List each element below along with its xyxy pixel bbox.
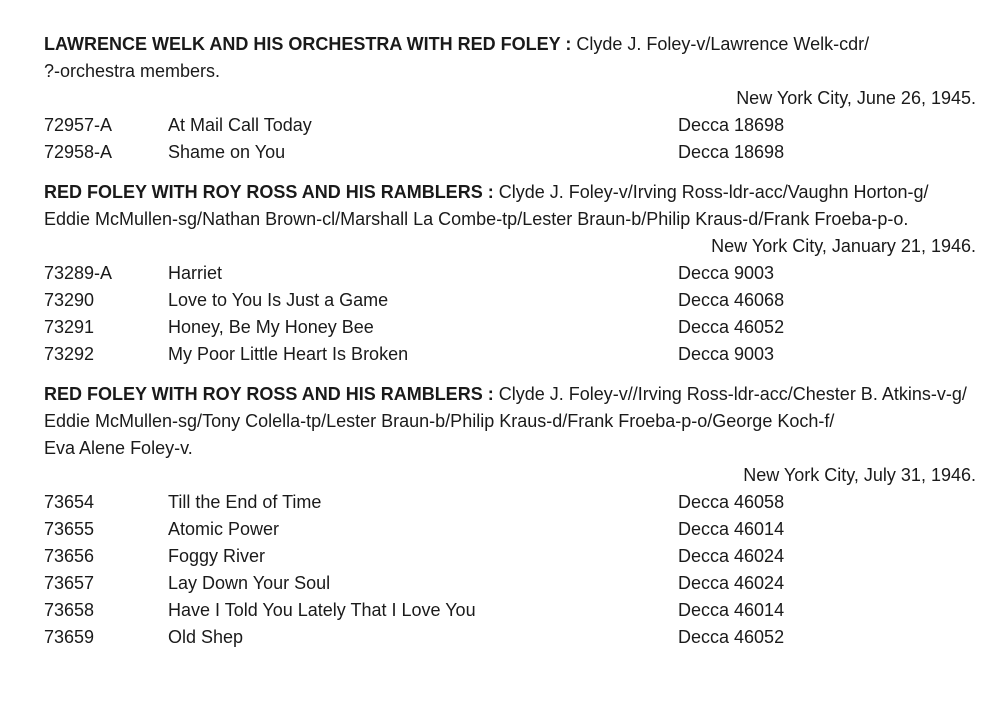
matrix-number: 73289-A [44,263,113,283]
track-title: Lay Down Your Soul [168,573,331,593]
session-block [44,179,976,368]
track-title: Foggy River [168,546,266,566]
track-row [44,314,976,341]
personnel-line: Clyde J. Foley-v//Irving Ross-ldr-acc/Chester B. Atkins-v-g/ [498,384,967,404]
session-header [44,381,976,462]
session-header [44,31,976,85]
track-row [44,489,976,516]
track-title: Love to You Is Just a Game [168,290,389,310]
personnel-line: ?-orchestra members. [44,61,221,81]
track-row [44,543,976,570]
issue-number: Decca 46014 [678,519,785,539]
matrix-number: 72958-A [44,142,113,162]
matrix-number: 73654 [44,492,95,512]
track-row [44,597,976,624]
track-title: Old Shep [168,627,244,647]
matrix-number: 73655 [44,519,95,539]
personnel-line: Eddie McMullen-sg/Tony Colella-tp/Lester Braun-b/Philip Kraus-d/Frank Froeba-p-o/George Koch-f/ [44,411,835,431]
session-artist: RED FOLEY WITH ROY ROSS AND HIS RAMBLERS : [44,384,494,404]
track-row [44,260,976,287]
matrix-number: 73292 [44,344,95,364]
issue-number: Decca 46068 [678,290,785,310]
matrix-number: 73659 [44,627,95,647]
session-block [44,31,976,166]
issue-number: Decca 9003 [678,344,775,364]
matrix-number: 73291 [44,317,95,337]
issue-number: Decca 46024 [678,573,785,593]
issue-number: Decca 9003 [678,263,775,283]
session-artist: LAWRENCE WELK AND HIS ORCHESTRA WITH RED FOLEY : [44,34,572,54]
personnel-line: Eddie McMullen-sg/Nathan Brown-cl/Marshall La Combe-tp/Lester Braun-b/Philip Kraus-d/Frank Froeba-p-o. [44,209,909,229]
session-artist: RED FOLEY WITH ROY ROSS AND HIS RAMBLERS : [44,182,494,202]
track-title: Honey, Be My Honey Bee [168,317,374,337]
session-location-date: New York City, July 31, 1946. [743,465,976,485]
track-title: Have I Told You Lately That I Love You [168,600,476,620]
personnel-line: Clyde J. Foley-v/Irving Ross-ldr-acc/Vaughn Horton-g/ [498,182,929,202]
track-row [44,570,976,597]
matrix-number: 72957-A [44,115,113,135]
matrix-number: 73658 [44,600,95,620]
matrix-number: 73657 [44,573,95,593]
matrix-number: 73656 [44,546,95,566]
track-row [44,624,976,651]
track-row [44,287,976,314]
track-title: Till the End of Time [168,492,322,512]
issue-number: Decca 46058 [678,492,785,512]
track-title: Shame on You [168,142,286,162]
personnel-line: Clyde J. Foley-v/Lawrence Welk-cdr/ [576,34,870,54]
issue-number: Decca 18698 [678,115,785,135]
session-location-date: New York City, January 21, 1946. [711,236,976,256]
issue-number: Decca 46014 [678,600,785,620]
session-location-date: New York City, June 26, 1945. [736,88,976,108]
track-row [44,516,976,543]
issue-number: Decca 46052 [678,317,785,337]
track-title: Harriet [168,263,223,283]
track-title: My Poor Little Heart Is Broken [168,344,409,364]
issue-number: Decca 46052 [678,627,785,647]
session-block [44,381,976,651]
track-row [44,112,976,139]
discography-page [44,31,976,651]
personnel-line: Eva Alene Foley-v. [44,438,193,458]
track-title: At Mail Call Today [168,115,312,135]
track-row [44,341,976,368]
session-header [44,179,976,233]
matrix-number: 73290 [44,290,95,310]
issue-number: Decca 18698 [678,142,785,162]
track-row [44,139,976,166]
issue-number: Decca 46024 [678,546,785,566]
track-title: Atomic Power [168,519,280,539]
